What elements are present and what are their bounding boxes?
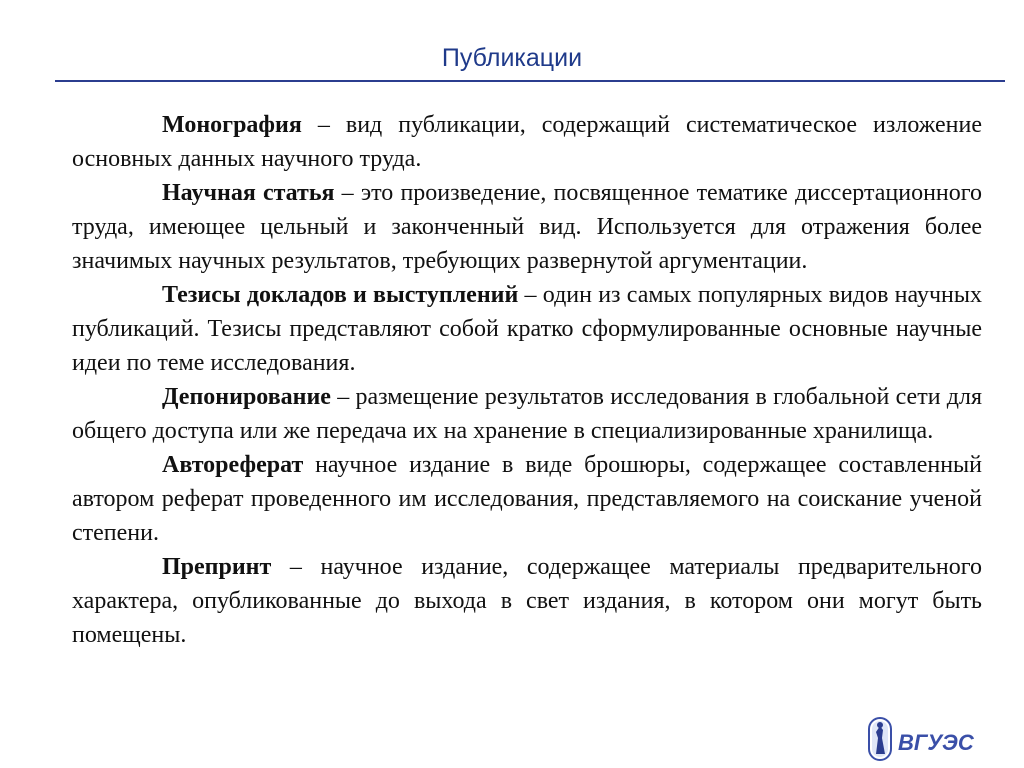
definition: – один из самых популярных видов научных публикаций. Тезисы представляют собой кратко сформулированные основные научные идеи по теме исследования. [72,282,982,376]
definition: – это произведение, посвященное тематике диссертационного труда, имеющее цельный и законченный вид. Используется для отражения более значимых научных результатов, требующих развернутой аргументации. [72,180,982,274]
list-item-theses [72,278,982,380]
definition: – размещение результатов исследования в глобальной сети для общего доступа или же передача их на хранение в специализированные хранилища. [72,384,982,444]
term: Монография [162,112,302,138]
emblem-icon [869,718,891,760]
list-item-preprint [72,550,982,652]
list-item-deposition [72,380,982,448]
list-item-article [72,176,982,278]
bullet-icon [0,108,2,142]
term: Препринт [162,554,272,580]
title-divider [55,80,1005,82]
bullet-icon [0,550,2,584]
term: Научная статья [162,180,335,206]
bullet-icon [0,278,2,312]
bullet-icon [0,176,2,210]
page-title: Публикации [441,44,583,72]
definition: – вид публикации, содержащий систематическое изложение основных данных научного труда. [72,112,982,172]
university-logo [866,716,991,762]
term: Тезисы докладов и выступлений [162,282,519,308]
term: Автореферат [162,452,304,478]
definition: научное издание в виде брошюры, содержащее составленный автором реферат проведенного им исследования, представляемого на соискание ученой степени. [72,452,982,546]
bullet-icon [0,380,2,414]
term: Депонирование [162,384,331,410]
definition: – научное издание, содержащее материалы предварительного характера, опубликованные до выхода в свет издания, в котором они могут быть помещены. [72,554,982,648]
list-item-monograph [72,108,982,176]
definitions-list [72,108,982,652]
list-item-abstract [72,448,982,550]
bullet-icon [0,448,2,482]
logo-text: ВГУЭС [898,730,974,755]
